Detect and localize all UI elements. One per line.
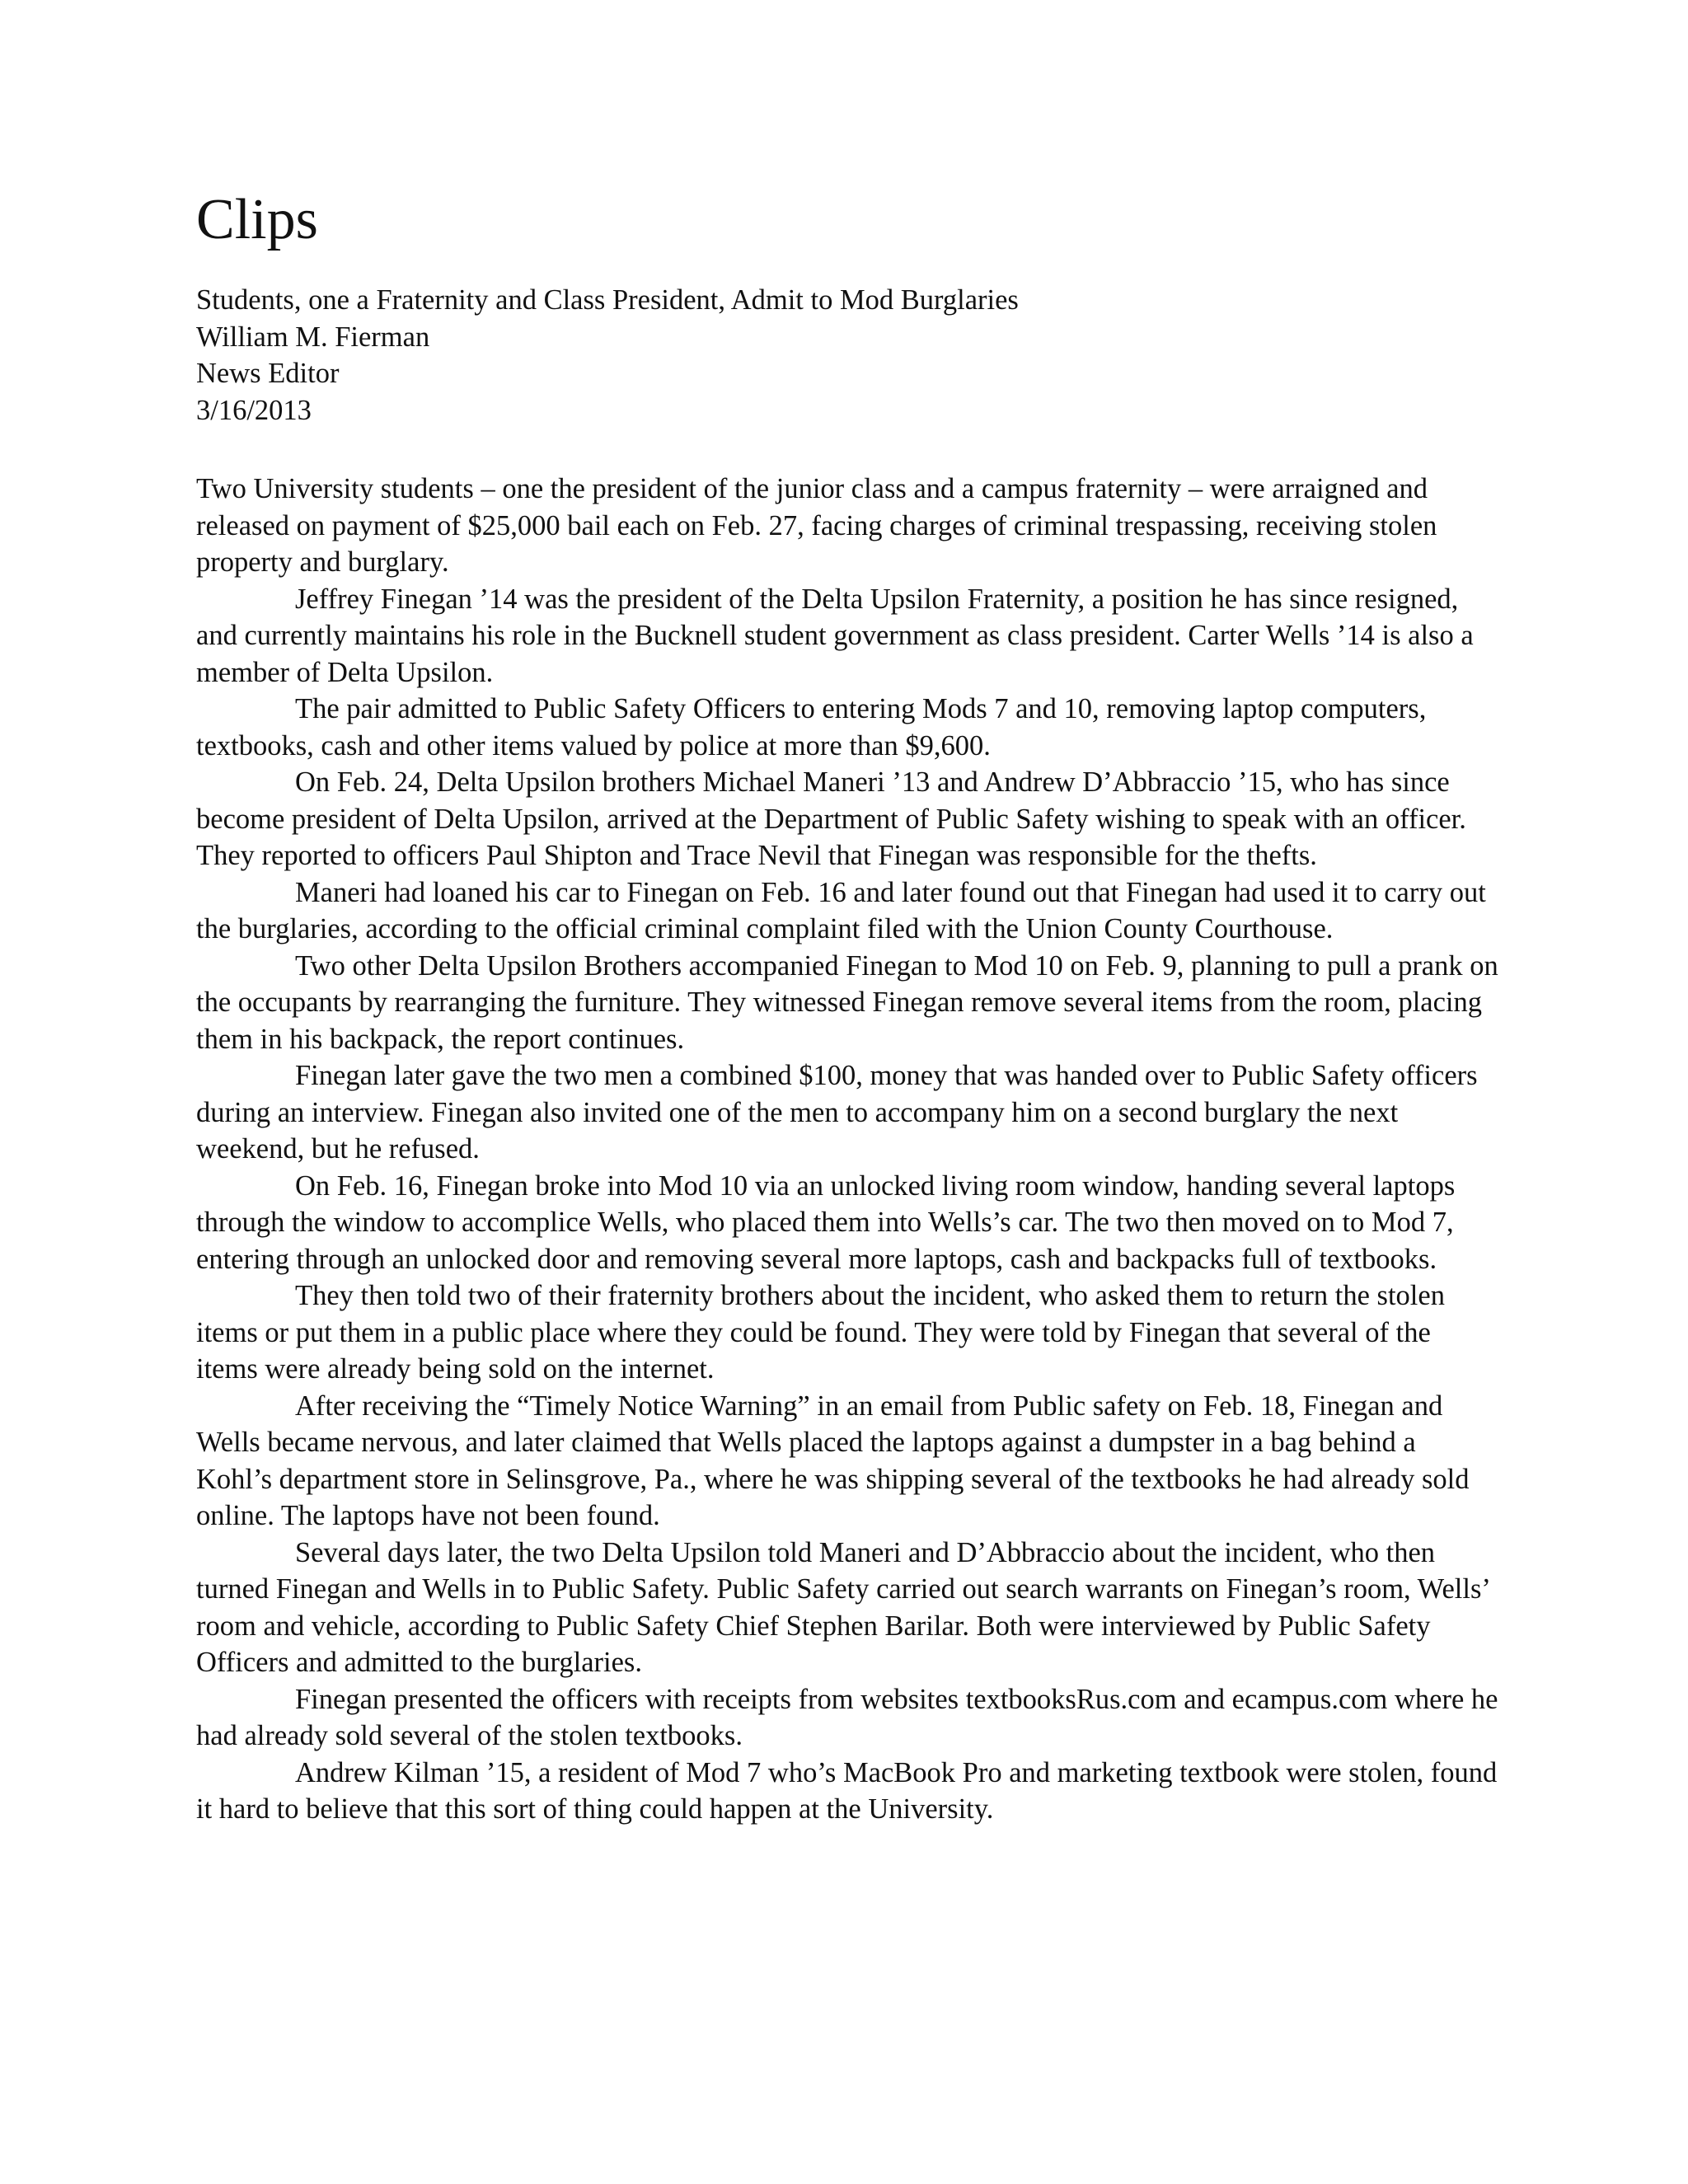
article-paragraph: Finegan presented the officers with receipts from websites textbooksRus.com and ecampus.com where he had already sold several of the stolen textbooks. <box>196 1683 1498 1751</box>
article-paragraph: Two other Delta Upsilon Brothers accompanied Finegan to Mod 10 on Feb. 9, planning to pull a prank on the occupants by rearranging the furniture. They witnessed Finegan remove several items from the room, placing them in his backpack, the report continues. <box>196 949 1498 1055</box>
document-page <box>196 188 1498 1828</box>
article-paragraph: Andrew Kilman ’15, a resident of Mod 7 who’s MacBook Pro and marketing textbook were stolen, found it hard to believe that this sort of thing could happen at the University. <box>196 1756 1498 1825</box>
article-paragraph: Several days later, the two Delta Upsilon told Maneri and D’Abbraccio about the incident, who then turned Finegan and Wells in to Public Safety. Public Safety carried out search warrants on Finegan’s room, Wells’ room and vehicle, according to Public Safety Chief Stephen Barilar. Both were interviewed by Public Safety Officers and admitted to the burglaries. <box>196 1536 1489 1678</box>
article-date: 3/16/2013 <box>196 394 312 426</box>
article-body <box>196 471 1498 1828</box>
article-headline: Students, one a Fraternity and Class President, Admit to Mod Burglaries <box>196 284 1019 316</box>
article-meta <box>196 282 1498 429</box>
article-paragraph: They then told two of their fraternity brothers about the incident, who asked them to return the stolen items or put them in a public place where they could be found. They were told by Finegan that several of the items were already being sold on the internet. <box>196 1280 1445 1385</box>
page-title: Clips <box>196 188 318 251</box>
article-paragraph: Finegan later gave the two men a combined $100, money that was handed over to Public Safety officers during an interview. Finegan also invited one of the men to accompany him on a second burglary the next weekend, but he refused. <box>196 1060 1478 1165</box>
article-paragraph: After receiving the “Timely Notice Warning” in an email from Public safety on Feb. 18, Finegan and Wells became nervous, and later claimed that Wells placed the laptops against a dumpster in a bag behind a Kohl’s department store in Selinsgrove, Pa., where he was shipping several of the textbooks he had already sold online. The laptops have not been found. <box>196 1390 1470 1531</box>
article-paragraph: Two University students – one the president of the junior class and a campus fraternity – were arraigned and released on payment of $25,000 bail each on Feb. 27, facing charges of criminal trespassing, receiving stolen property and burglary. <box>196 473 1437 578</box>
article-paragraph: On Feb. 24, Delta Upsilon brothers Michael Maneri ’13 and Andrew D’Abbraccio ’15, who has since become president of Delta Upsilon, arrived at the Department of Public Safety wishing to speak with an officer. They reported to officers Paul Shipton and Trace Nevil that Finegan was responsible for the thefts. <box>196 766 1466 871</box>
article-author: William M. Fierman <box>196 321 430 353</box>
article-paragraph: Maneri had loaned his car to Finegan on Feb. 16 and later found out that Finegan had used it to carry out the burglaries, according to the official criminal complaint filed with the Union County Courthouse. <box>196 876 1486 944</box>
article-author-role: News Editor <box>196 358 340 389</box>
article-paragraph: Jeffrey Finegan ’14 was the president of the Delta Upsilon Fraternity, a position he has since resigned, and currently maintains his role in the Bucknell student government as class president. Carter Wells ’14 is also a member of Delta Upsilon. <box>196 583 1474 688</box>
article-paragraph: On Feb. 16, Finegan broke into Mod 10 via an unlocked living room window, handing several laptops through the window to accomplice Wells, who placed them into Wells’s car. The two then moved on to Mod 7, entering through an unlocked door and removing several more laptops, cash and backpacks full of textbooks. <box>196 1169 1456 1275</box>
article-paragraph: The pair admitted to Public Safety Officers to entering Mods 7 and 10, removing laptop computers, textbooks, cash and other items valued by police at more than $9,600. <box>196 693 1427 762</box>
